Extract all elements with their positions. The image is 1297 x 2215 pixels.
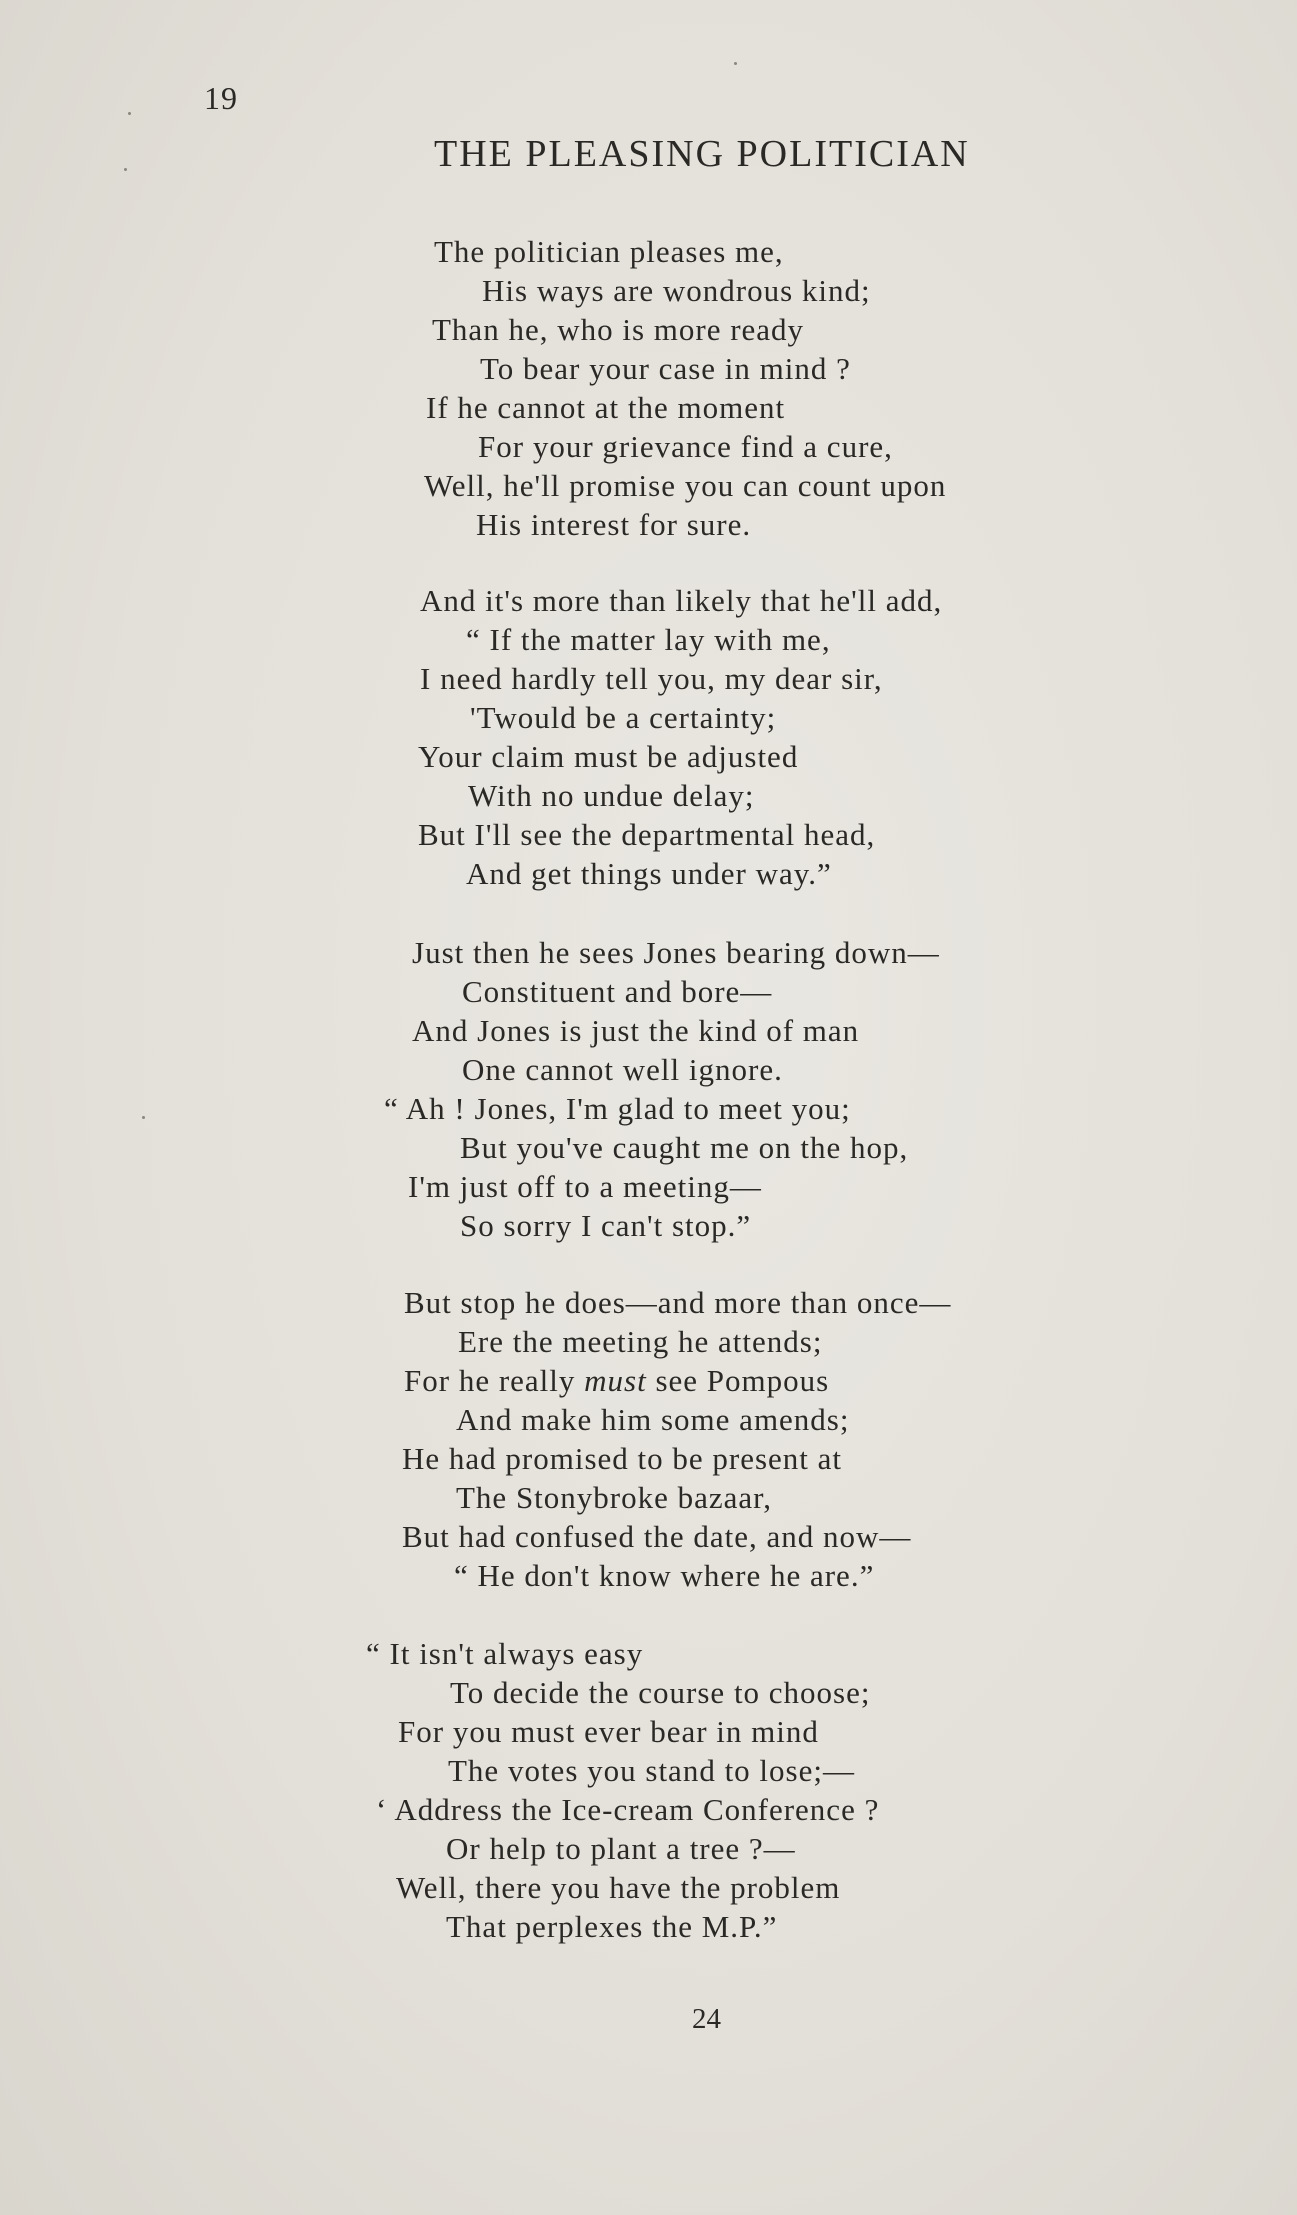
poem-line: But stop he does—and more than once— [404, 1285, 952, 1320]
poem-line: The Stonybroke bazaar, [456, 1480, 773, 1515]
page-number: 24 [692, 2003, 721, 2035]
paper-speck [128, 112, 131, 115]
poem-line: “ If the matter lay with me, [466, 622, 831, 657]
poem-line [404, 1365, 829, 1396]
poem-line: He had promised to be present at [402, 1441, 843, 1476]
poem-line: And it's more than likely that he'll add, [420, 583, 943, 618]
poem-line: Just then he sees Jones bearing down— [412, 935, 940, 970]
poem-line: So sorry I can't stop.” [460, 1208, 752, 1243]
poem-line: Constituent and bore— [462, 974, 773, 1009]
poem-line: “ He don't know where he are.” [454, 1558, 875, 1593]
poem-number: 19 [204, 80, 238, 116]
poem-line: 'Twould be a certainty; [470, 700, 777, 735]
paper-speck [734, 62, 737, 65]
poem-line: Your claim must be adjusted [418, 739, 799, 774]
poem-line: Than he, who is more ready [432, 312, 805, 347]
poem-line: Or help to plant a tree ?— [446, 1831, 796, 1866]
paper-speck [142, 1116, 145, 1119]
poem-line: And get things under way.” [466, 856, 832, 891]
poem-line: The votes you stand to lose;— [448, 1753, 855, 1788]
poem-line: I need hardly tell you, my dear sir, [420, 661, 883, 696]
poem-line: His interest for sure. [476, 507, 752, 542]
poem-line: Ere the meeting he attends; [458, 1324, 823, 1359]
poem-line: His ways are wondrous kind; [482, 273, 871, 308]
emphasis-text: must [584, 1363, 647, 1398]
poem-line: I'm just off to a meeting— [408, 1169, 762, 1204]
poem-line: If he cannot at the moment [426, 390, 786, 425]
poem-line: And make him some amends; [456, 1402, 850, 1437]
poem-line: “ Ah ! Jones, I'm glad to meet you; [384, 1091, 851, 1126]
poem-line: For you must ever bear in mind [398, 1714, 819, 1749]
poem-line: ‘ Address the Ice-cream Conference ? [376, 1792, 880, 1827]
poem-line: With no undue delay; [468, 778, 755, 813]
poem-line: To bear your case in mind ? [480, 351, 851, 386]
poem-line: That perplexes the M.P.” [446, 1909, 778, 1944]
poem-title: THE PLEASING POLITICIAN [434, 133, 970, 175]
poem-line: Well, there you have the problem [396, 1870, 841, 1905]
poem-line: But I'll see the departmental head, [418, 817, 876, 852]
poem-line: But you've caught me on the hop, [460, 1130, 909, 1165]
poem-line: But had confused the date, and now— [402, 1519, 912, 1554]
poem-line: “ It isn't always easy [366, 1636, 644, 1671]
poem-line: For your grievance find a cure, [478, 429, 893, 464]
poem-line: And Jones is just the kind of man [412, 1013, 860, 1048]
poem-line-text: see Pompous [655, 1363, 830, 1398]
poem-line: To decide the course to choose; [450, 1675, 871, 1710]
poem-line: Well, he'll promise you can count upon [424, 468, 947, 503]
poem-line: The politician pleases me, [434, 234, 784, 269]
poem-line-text: For he really [404, 1363, 576, 1398]
paper-speck [124, 168, 127, 171]
poem-line: One cannot well ignore. [462, 1052, 783, 1087]
